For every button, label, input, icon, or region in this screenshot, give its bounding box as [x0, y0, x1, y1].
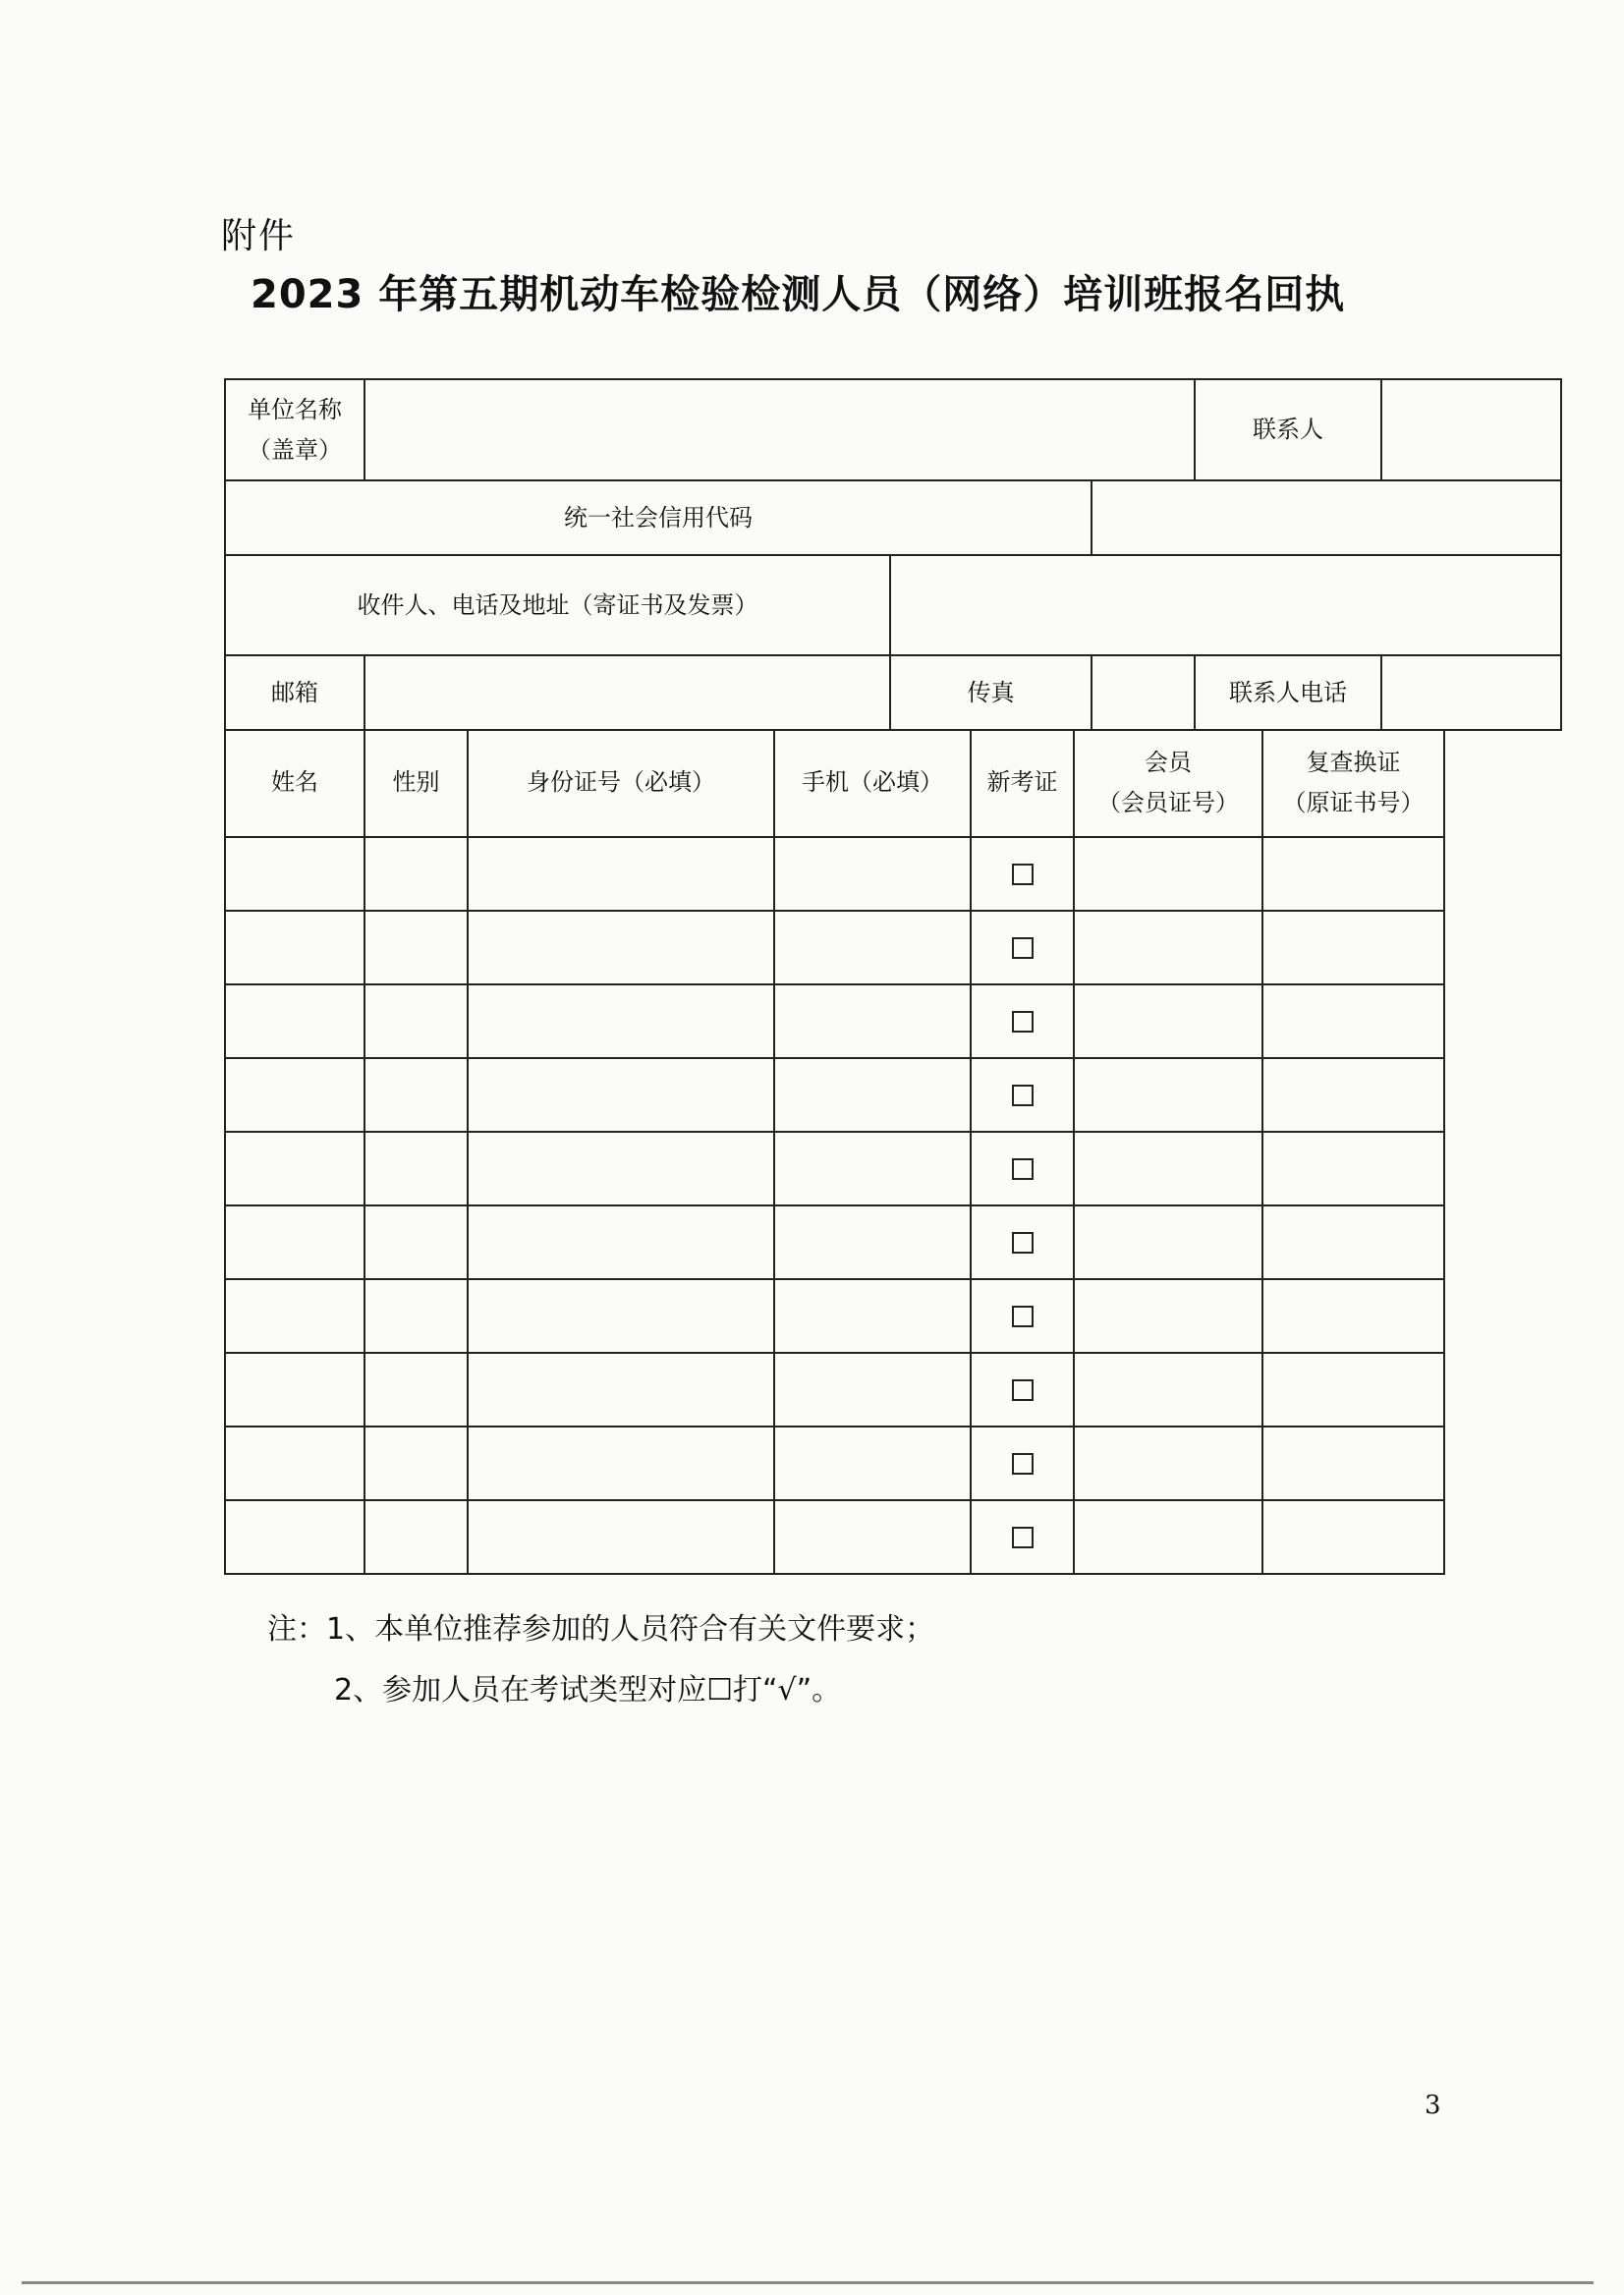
cell-new-exam[interactable] — [971, 837, 1074, 911]
cell-gender[interactable] — [364, 911, 468, 984]
table-row — [225, 1205, 1444, 1279]
cell-gender[interactable] — [364, 984, 468, 1058]
note-line-1: 注：1、本单位推荐参加的人员符合有关文件要求； — [267, 1612, 935, 1647]
cell-renewal[interactable] — [1262, 984, 1444, 1058]
cell-gender[interactable] — [364, 1353, 468, 1427]
cell-new-exam[interactable] — [971, 1427, 1074, 1500]
cell-renewal[interactable] — [1262, 1132, 1444, 1205]
cell-gender[interactable] — [364, 1427, 468, 1500]
table-row — [225, 1500, 1444, 1574]
header-member-line1: 会员 — [1145, 748, 1192, 776]
unit-name-field[interactable] — [364, 379, 1195, 480]
header-mobile: 手机（必填） — [774, 729, 971, 837]
cell-id-number[interactable] — [468, 984, 774, 1058]
cell-renewal[interactable] — [1262, 837, 1444, 911]
table-row — [225, 911, 1444, 984]
cell-new-exam[interactable] — [971, 911, 1074, 984]
cell-gender[interactable] — [364, 1205, 468, 1279]
cell-member[interactable] — [1074, 1058, 1262, 1132]
email-field[interactable] — [364, 655, 890, 730]
cell-new-exam[interactable] — [971, 1353, 1074, 1427]
contact-phone-field[interactable] — [1381, 655, 1561, 730]
cell-renewal[interactable] — [1262, 1500, 1444, 1574]
cell-mobile[interactable] — [774, 911, 971, 984]
new-exam-checkbox[interactable] — [1012, 1306, 1034, 1327]
cell-renewal[interactable] — [1262, 911, 1444, 984]
header-name: 姓名 — [225, 729, 364, 837]
cell-member[interactable] — [1074, 837, 1262, 911]
header-gender: 性别 — [364, 729, 468, 837]
cell-member[interactable] — [1074, 1427, 1262, 1500]
cell-id-number[interactable] — [468, 1500, 774, 1574]
new-exam-checkbox[interactable] — [1012, 1011, 1034, 1033]
cell-mobile[interactable] — [774, 1279, 971, 1353]
cell-mobile[interactable] — [774, 1058, 971, 1132]
cell-name[interactable] — [225, 1205, 364, 1279]
cell-new-exam[interactable] — [971, 1058, 1074, 1132]
registration-form — [224, 378, 1562, 731]
unit-name-label-line1: 单位名称 — [248, 395, 342, 423]
new-exam-checkbox[interactable] — [1012, 1158, 1034, 1180]
header-member-line2: （会员证号） — [1097, 788, 1239, 816]
new-exam-checkbox[interactable] — [1012, 937, 1034, 959]
cell-name[interactable] — [225, 837, 364, 911]
cell-renewal[interactable] — [1262, 1279, 1444, 1353]
cell-name[interactable] — [225, 1353, 364, 1427]
cell-member[interactable] — [1074, 911, 1262, 984]
table-row — [225, 1279, 1444, 1353]
notes — [267, 1599, 934, 1721]
cell-mobile[interactable] — [774, 1427, 971, 1500]
cell-mobile[interactable] — [774, 1353, 971, 1427]
new-exam-checkbox[interactable] — [1012, 1527, 1034, 1548]
table-row — [225, 1353, 1444, 1427]
cell-name[interactable] — [225, 911, 364, 984]
contact-phone-label: 联系人电话 — [1195, 655, 1381, 730]
page-number: 3 — [1425, 2091, 1441, 2120]
cell-new-exam[interactable] — [971, 1205, 1074, 1279]
note-line-2: 2、参加人员在考试类型对应☐打“√”。 — [334, 1673, 842, 1707]
new-exam-checkbox[interactable] — [1012, 1379, 1034, 1401]
cell-name[interactable] — [225, 1132, 364, 1205]
cell-renewal[interactable] — [1262, 1353, 1444, 1427]
email-label: 邮箱 — [225, 655, 364, 730]
cell-name[interactable] — [225, 984, 364, 1058]
cell-new-exam[interactable] — [971, 1500, 1074, 1574]
cell-member[interactable] — [1074, 1500, 1262, 1574]
attachment-label: 附件 — [221, 216, 297, 256]
table-row — [225, 1427, 1444, 1500]
cell-name[interactable] — [225, 1500, 364, 1574]
new-exam-checkbox[interactable] — [1012, 1232, 1034, 1254]
header-id-number: 身份证号（必填） — [468, 729, 774, 837]
cell-mobile[interactable] — [774, 837, 971, 911]
cell-new-exam[interactable] — [971, 1132, 1074, 1205]
unit-name-label-line2: （盖章） — [248, 435, 342, 464]
table-row — [225, 1132, 1444, 1205]
cell-gender[interactable] — [364, 1132, 468, 1205]
cell-renewal[interactable] — [1262, 1427, 1444, 1500]
recipient-field[interactable] — [890, 555, 1561, 655]
participant-rows — [225, 837, 1444, 1574]
cell-id-number[interactable] — [468, 1205, 774, 1279]
unit-name-label — [225, 379, 364, 480]
cell-gender[interactable] — [364, 1279, 468, 1353]
new-exam-checkbox[interactable] — [1012, 864, 1034, 885]
page-title: 2023 年第五期机动车检验检测人员（网络）培训班报名回执 — [251, 272, 1346, 317]
table-row — [225, 984, 1444, 1058]
cell-name[interactable] — [225, 1427, 364, 1500]
cell-gender[interactable] — [364, 837, 468, 911]
header-renewal-line1: 复查换证 — [1306, 748, 1401, 776]
cell-new-exam[interactable] — [971, 1279, 1074, 1353]
cell-mobile[interactable] — [774, 984, 971, 1058]
new-exam-checkbox[interactable] — [1012, 1085, 1034, 1106]
cell-mobile[interactable] — [774, 1132, 971, 1205]
header-renewal-line2: （原证书号） — [1282, 788, 1425, 816]
contact-label: 联系人 — [1195, 379, 1381, 480]
cell-gender[interactable] — [364, 1058, 468, 1132]
cell-renewal[interactable] — [1262, 1058, 1444, 1132]
cell-member[interactable] — [1074, 1132, 1262, 1205]
cell-member[interactable] — [1074, 984, 1262, 1058]
cell-id-number[interactable] — [468, 911, 774, 984]
cell-new-exam[interactable] — [971, 984, 1074, 1058]
cell-member[interactable] — [1074, 1279, 1262, 1353]
cell-renewal[interactable] — [1262, 1205, 1444, 1279]
header-new-exam: 新考证 — [971, 729, 1074, 837]
cell-id-number[interactable] — [468, 1132, 774, 1205]
cell-member[interactable] — [1074, 1205, 1262, 1279]
cell-gender[interactable] — [364, 1500, 468, 1574]
cell-id-number[interactable] — [468, 1427, 774, 1500]
scan-edge-line — [22, 2281, 1594, 2284]
cell-mobile[interactable] — [774, 1500, 971, 1574]
cell-id-number[interactable] — [468, 1353, 774, 1427]
header-member — [1074, 729, 1262, 837]
table-row — [225, 1058, 1444, 1132]
cell-id-number[interactable] — [468, 837, 774, 911]
cell-id-number[interactable] — [468, 1058, 774, 1132]
participant-table — [224, 729, 1445, 1575]
header-renewal — [1262, 729, 1444, 837]
new-exam-checkbox[interactable] — [1012, 1453, 1034, 1475]
fax-field[interactable] — [1092, 655, 1195, 730]
fax-label: 传真 — [890, 655, 1092, 730]
cell-name[interactable] — [225, 1279, 364, 1353]
credit-code-field[interactable] — [1092, 480, 1561, 555]
recipient-label: 收件人、电话及地址（寄证书及发票） — [225, 555, 890, 655]
cell-mobile[interactable] — [774, 1205, 971, 1279]
contact-field[interactable] — [1381, 379, 1561, 480]
credit-code-label: 统一社会信用代码 — [225, 480, 1092, 555]
table-row — [225, 837, 1444, 911]
cell-name[interactable] — [225, 1058, 364, 1132]
cell-member[interactable] — [1074, 1353, 1262, 1427]
cell-id-number[interactable] — [468, 1279, 774, 1353]
